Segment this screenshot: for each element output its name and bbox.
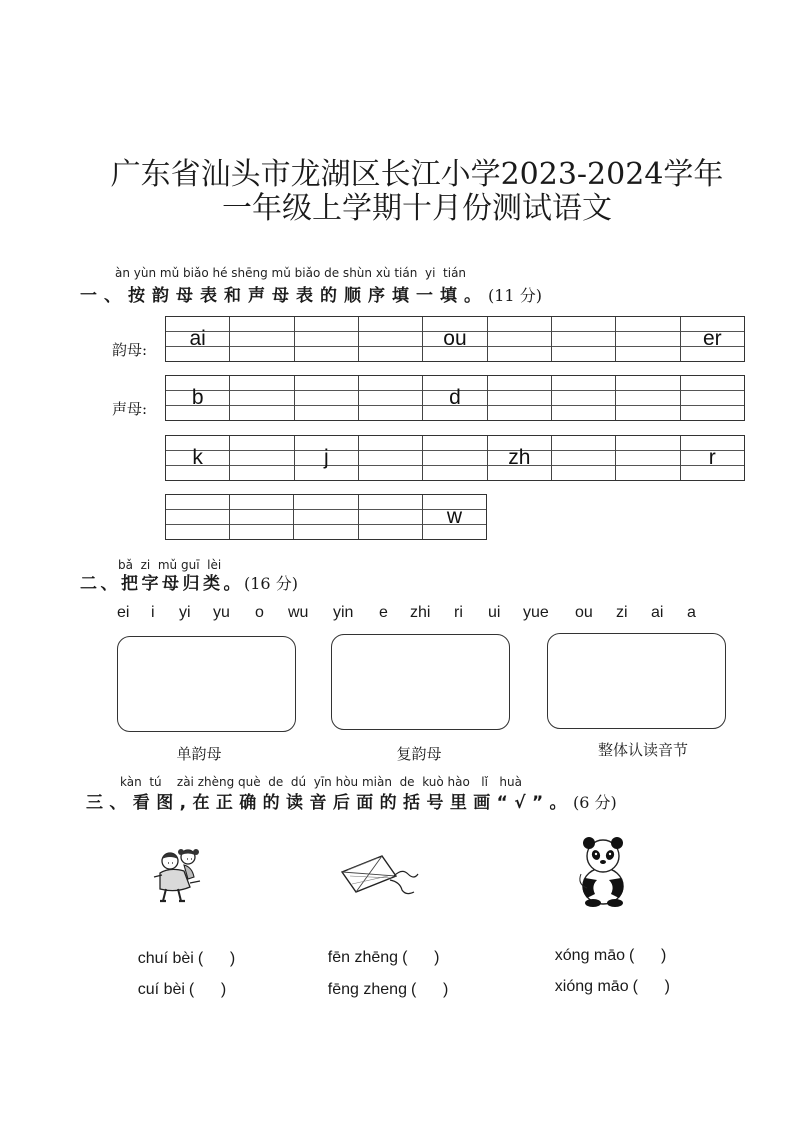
- title-line-2: 一年级上学期十月份测试语文: [222, 191, 612, 226]
- grid-cell: [166, 376, 230, 420]
- section2-heading: [80, 574, 298, 594]
- option-pinyin: cuí bèi: [137, 981, 185, 998]
- grid-cell-text: ou: [443, 327, 467, 350]
- answer-blank: ( ): [188, 981, 227, 998]
- pinyin-letter: o: [255, 604, 264, 621]
- grid-cell: [230, 436, 294, 480]
- shengmu-label: 声母:: [112, 400, 148, 418]
- grid-cell-text: r: [708, 446, 716, 469]
- grid-cell: [230, 376, 294, 420]
- grid-cell-text: w: [446, 505, 462, 528]
- grid-cell-text: d: [449, 386, 461, 409]
- grid-cell: [616, 376, 680, 420]
- answer-blank: ( ): [402, 949, 440, 966]
- title-line-1: 广东省汕头市龙湖区长江小学2023-2024学年: [110, 157, 724, 192]
- grid-cell: [552, 317, 616, 361]
- section2-heading-text: 二、把字母归类。: [80, 574, 244, 594]
- pinyin-letter: ri: [454, 604, 463, 621]
- option-xiong-mao: [537, 957, 670, 1017]
- grid-cell: [423, 317, 487, 361]
- grid-cell: [230, 317, 294, 361]
- shengmu-grid-3: [165, 494, 487, 540]
- answer-blank: ( ): [197, 950, 236, 967]
- grid-cell: [230, 495, 294, 539]
- pinyin-letter: e: [379, 604, 388, 621]
- section3-pinyin: kàn tú zài zhèng què de dú yīn hòu miàn de kuò hào lǐ huà: [120, 775, 522, 789]
- pinyin-letter: yu: [213, 604, 230, 621]
- option-pinyin: fēng zheng: [327, 981, 407, 998]
- answer-blank: ( ): [632, 978, 670, 995]
- grid-cell-text: k: [192, 446, 203, 469]
- kite-icon: [338, 850, 420, 898]
- grid-cell: [488, 436, 552, 480]
- section2-score: (16 分): [244, 574, 298, 593]
- section1-pinyin: àn yùn mǔ biǎo hé shēng mǔ biǎo de shùn xù tián yi tián: [115, 266, 467, 280]
- grid-cell-text: er: [702, 327, 722, 350]
- grid-cell: [423, 495, 486, 539]
- pinyin-letter: a: [687, 604, 696, 621]
- shengmu-grid-1: [165, 375, 745, 421]
- box-label-compound-finals: 复韵母: [396, 745, 442, 763]
- option-feng-zheng: [310, 960, 448, 1020]
- grid-cell: [681, 317, 744, 361]
- pinyin-letter: ui: [488, 604, 501, 621]
- kids-piggyback-icon: [146, 843, 210, 907]
- grid-cell-text: j: [323, 446, 329, 469]
- option-cui-bei: [120, 960, 226, 1020]
- section3-heading: [86, 793, 617, 813]
- classification-box-whole-syllables: [547, 633, 726, 729]
- grid-cell: [359, 376, 423, 420]
- classification-box-single-finals: [117, 636, 296, 732]
- pinyin-letter: ou: [575, 604, 593, 621]
- section2-pinyin: bǎ zi mǔ guī lèi: [118, 558, 222, 572]
- option-pinyin: xóng māo: [554, 947, 626, 964]
- grid-cell-text: ai: [189, 327, 206, 350]
- grid-cell: [294, 495, 358, 539]
- grid-cell: [681, 376, 744, 420]
- section3-score: (6 分): [572, 793, 617, 812]
- pinyin-letter: i: [151, 604, 155, 621]
- pinyin-letter: yue: [523, 604, 549, 621]
- pinyin-letter: zi: [616, 604, 628, 621]
- grid-cell: [166, 436, 230, 480]
- panda-icon: [573, 834, 635, 908]
- grid-cell: [681, 436, 744, 480]
- answer-blank: ( ): [629, 947, 667, 964]
- classification-box-compound-finals: [331, 634, 510, 730]
- grid-cell: [359, 495, 423, 539]
- yunmu-grid: [165, 316, 745, 362]
- yunmu-label: 韵母:: [112, 341, 148, 359]
- answer-blank: ( ): [410, 981, 449, 998]
- option-pinyin: chuí bèi: [137, 950, 194, 967]
- pinyin-letter: ei: [117, 604, 130, 621]
- grid-cell: [295, 376, 359, 420]
- pinyin-letter: zhi: [410, 604, 431, 621]
- grid-cell: [166, 317, 230, 361]
- box-label-whole-syllables: 整体认读音节: [597, 741, 688, 759]
- pinyin-letter: yin: [333, 604, 354, 621]
- grid-cell: [359, 436, 423, 480]
- grid-cell: [552, 436, 616, 480]
- grid-cell: [295, 436, 359, 480]
- grid-cell: [166, 495, 230, 539]
- grid-cell: [552, 376, 616, 420]
- grid-cell: [423, 376, 487, 420]
- option-pinyin: fēn zhēng: [327, 949, 399, 966]
- grid-cell: [488, 376, 552, 420]
- shengmu-grid-2: [165, 435, 745, 481]
- grid-cell-text: zh: [508, 446, 531, 469]
- grid-cell-text: b: [191, 386, 204, 409]
- section1-score: (11 分): [488, 286, 542, 305]
- grid-cell: [488, 317, 552, 361]
- section3-heading-text: 三、看图,在正确的读音后面的括号里画“√”。: [86, 793, 573, 813]
- grid-cell: [616, 317, 680, 361]
- option-pinyin: xióng māo: [554, 978, 629, 995]
- box-label-single-finals: 单韵母: [176, 745, 222, 763]
- section1-heading: [80, 286, 542, 306]
- grid-cell: [423, 436, 487, 480]
- pinyin-letter: wu: [288, 604, 309, 621]
- grid-cell: [295, 317, 359, 361]
- pinyin-letter: yi: [179, 604, 191, 621]
- pinyin-letter: ai: [651, 604, 664, 621]
- grid-cell: [616, 436, 680, 480]
- grid-cell: [359, 317, 423, 361]
- section1-heading-text: 一、按韵母表和声母表的顺序填一填。: [80, 286, 488, 306]
